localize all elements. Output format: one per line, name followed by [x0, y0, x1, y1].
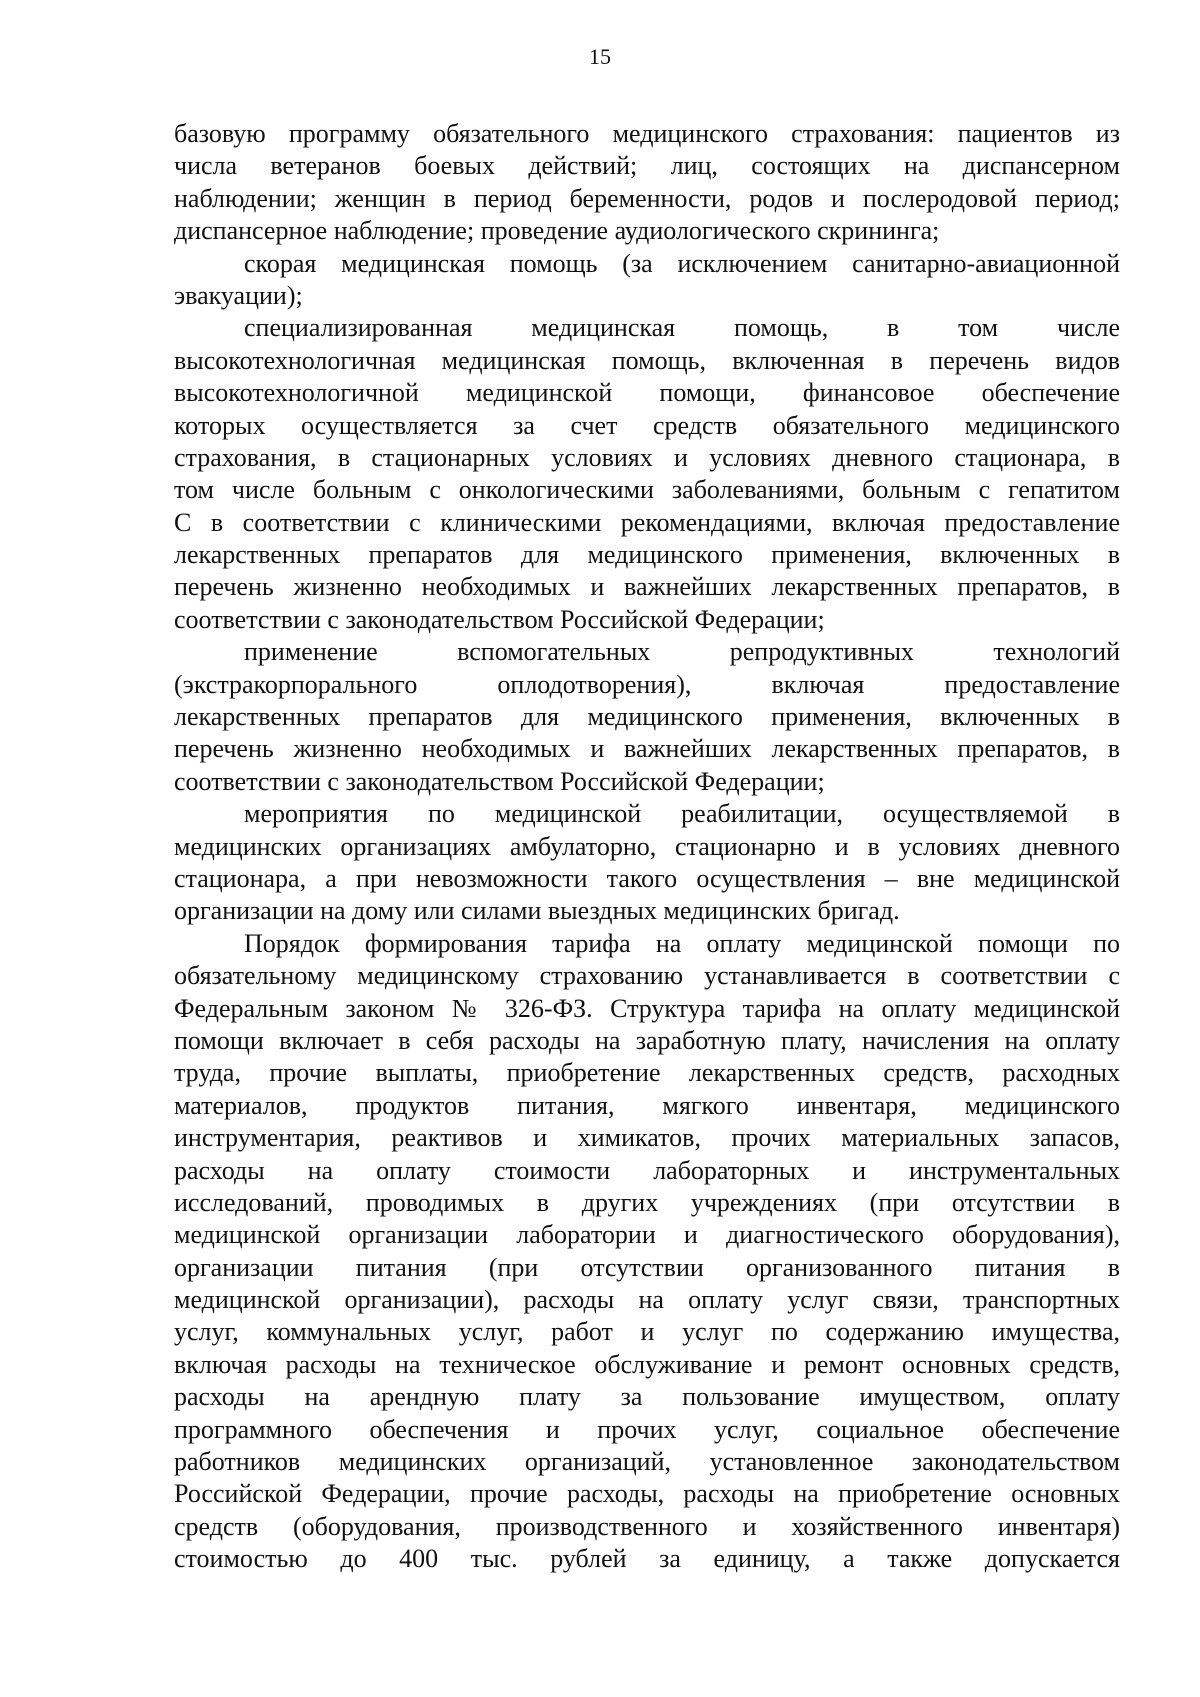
- text-line: применение вспомогательных репродуктивных технологий: [244, 637, 1120, 667]
- document-body-text: [174, 118, 1120, 1576]
- text-line: работников медицинских организаций, установленное законодательством: [174, 1447, 1120, 1477]
- text-line: медицинских организациях амбулаторно, стационарно и в условиях дневного: [174, 831, 1120, 861]
- text-line: перечень жизненно необходимых и важнейших лекарственных препаратов, в: [174, 734, 1120, 764]
- text-line: включая расходы на техническое обслуживание и ремонт основных средств,: [174, 1349, 1120, 1379]
- text-line: расходы на арендную плату за пользование имуществом, оплату: [174, 1382, 1120, 1412]
- text-line: высокотехнологичной медицинской помощи, финансовое обеспечение: [174, 378, 1120, 408]
- text-line: инструментария, реактивов и химикатов, прочих материальных запасов,: [174, 1123, 1120, 1153]
- text-line: лекарственных препаратов для медицинского применения, включенных в: [174, 702, 1120, 732]
- text-line: Федеральным законом № 326-ФЗ. Структура тарифа на оплату медицинской: [174, 993, 1120, 1023]
- text-line: стоимостью до 400 тыс. рублей за единицу, а также допускается: [174, 1544, 1120, 1574]
- text-line: специализированная медицинская помощь, в том числе: [244, 313, 1120, 343]
- text-line: скорая медицинская помощь (за исключением санитарно-авиационной: [244, 248, 1120, 278]
- text-line: мероприятия по медицинской реабилитации, осуществляемой в: [244, 799, 1120, 829]
- text-line: труда, прочие выплаты, приобретение лекарственных средств, расходных: [174, 1058, 1120, 1088]
- text-line: страхования, в стационарных условиях и условиях дневного стационара, в: [174, 442, 1120, 472]
- text-line: диспансерное наблюдение; проведение аудиологического скрининга;: [174, 216, 940, 246]
- text-line: медицинской организации лаборатории и диагностического оборудования),: [174, 1220, 1120, 1250]
- text-line: материалов, продуктов питания, мягкого инвентаря, медицинского: [174, 1090, 1120, 1120]
- text-line: лекарственных препаратов для медицинского применения, включенных в: [174, 540, 1120, 570]
- text-line: помощи включает в себя расходы на заработную плату, начисления на оплату: [174, 1025, 1120, 1055]
- text-line: стационара, а при невозможности такого осуществления – вне медицинской: [174, 863, 1120, 893]
- text-line: числа ветеранов боевых действий; лиц, состоящих на диспансерном: [174, 151, 1120, 181]
- text-line: том числе больным с онкологическими заболеваниями, больным с гепатитом: [174, 475, 1120, 505]
- text-line: организации на дому или силами выездных медицинских бригад.: [174, 896, 900, 926]
- page-number: 15: [589, 44, 611, 69]
- text-line: базовую программу обязательного медицинского страхования: пациентов из: [174, 119, 1120, 148]
- text-line: наблюдении; женщин в период беременности, родов и послеродовой период;: [174, 183, 1120, 213]
- text-line: медицинской организации), расходы на оплату услуг связи, транспортных: [174, 1285, 1120, 1315]
- text-line: высокотехнологичная медицинская помощь, включенная в перечень видов: [174, 345, 1120, 375]
- text-line: (экстракорпорального оплодотворения), включая предоставление: [174, 669, 1120, 699]
- text-line: расходы на оплату стоимости лабораторных и инструментальных: [174, 1155, 1120, 1185]
- text-line: услуг, коммунальных услуг, работ и услуг по содержанию имущества,: [174, 1317, 1120, 1347]
- text-line: эвакуации);: [174, 280, 303, 310]
- text-line: обязательному медицинскому страхованию устанавливается в соответствии с: [174, 961, 1120, 991]
- text-line: организации питания (при отсутствии организованного питания в: [174, 1252, 1120, 1282]
- text-line: соответствии с законодательством Российской Федерации;: [174, 766, 825, 796]
- text-line: средств (оборудования, производственного и хозяйственного инвентаря): [174, 1511, 1120, 1541]
- text-line: исследований, проводимых в других учреждениях (при отсутствии в: [174, 1187, 1120, 1217]
- text-line: С в соответствии с клиническими рекомендациями, включая предоставление: [174, 507, 1120, 537]
- text-line: соответствии с законодательством Российской Федерации;: [174, 604, 825, 634]
- text-line: программного обеспечения и прочих услуг, социальное обеспечение: [174, 1414, 1120, 1444]
- text-line: Порядок формирования тарифа на оплату медицинской помощи по: [244, 928, 1120, 958]
- text-line: перечень жизненно необходимых и важнейших лекарственных препаратов, в: [174, 572, 1120, 602]
- text-line: Российской Федерации, прочие расходы, расходы на приобретение основных: [174, 1479, 1120, 1509]
- text-line: которых осуществляется за счет средств обязательного медицинского: [174, 410, 1120, 440]
